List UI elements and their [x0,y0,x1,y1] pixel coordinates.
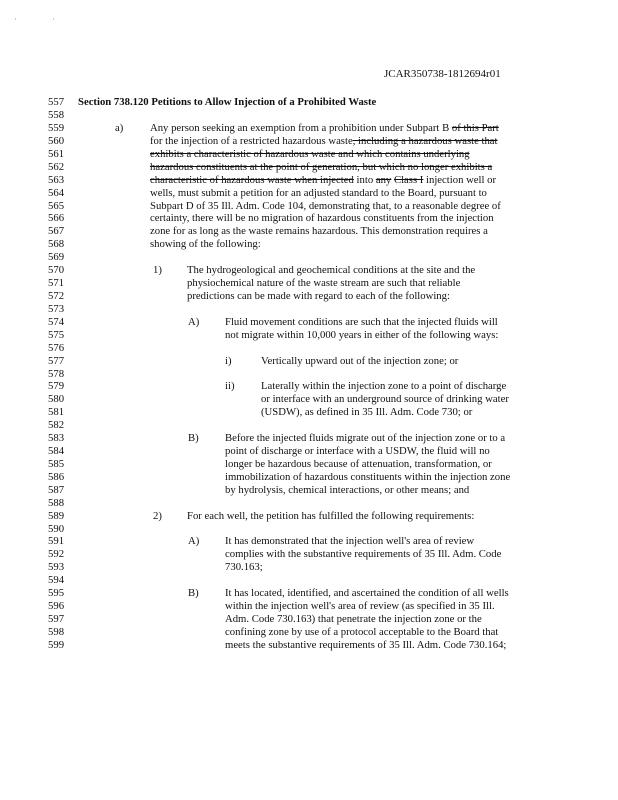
line-text [150,122,499,135]
text-segment: Subpart D of 35 Ill. Adm. Code 104, demonstrating that, to a reasonable degree of [150,199,501,212]
section-heading: Section 738.120 Petitions to Allow Injection of a Prohibited Waste [78,96,377,109]
line-number: 567 [48,225,65,238]
text-segment: predictions can be made with regard to each of the following: [187,290,450,302]
subsection-label: B) [188,432,199,445]
line-number: 589 [48,509,65,522]
line-number: 569 [48,251,65,264]
line-number: 581 [48,406,65,419]
line-text [78,96,376,109]
subsection-label: 1) [153,264,162,277]
line-text [225,535,474,548]
line-text [225,613,482,626]
line-text [225,445,490,458]
subsection-label: 2) [153,509,162,522]
text-segment: It has demonstrated that the injection well's area of review [225,535,475,548]
text-segment: It has located, identified, and ascertained the condition of all wells [225,587,509,600]
text-segment: confining zone by use of a protocol acceptable to the Board that [225,625,499,638]
text-segment: 730.163; [225,561,263,574]
line-number: 594 [48,574,65,587]
line-number: 573 [48,302,65,315]
line-number: 593 [48,561,65,574]
struck-text: any [375,173,392,186]
line-number: 592 [48,548,65,561]
line-text [225,548,501,561]
text-segment: immobilization of hazardous constituents within the injection zone [225,470,511,483]
line-number: 571 [48,277,65,290]
line-text [150,135,498,148]
text-segment: by hydrolysis, chemical interactions, or other means; and [225,483,470,496]
subsection-label: ii) [225,380,235,393]
line-text [225,432,505,445]
line-number: 585 [48,457,65,470]
line-text [225,626,498,639]
line-number: 568 [48,238,65,251]
line-number: 566 [48,212,65,225]
line-number: 576 [48,341,65,354]
subsection-label: i) [225,354,232,367]
text-segment: Laterally within the injection zone to a point of discharge [261,380,507,393]
line-number: 570 [48,264,65,277]
text-segment: zone for as long as the waste remains hazardous. This demonstration requires a [150,225,488,238]
line-text [150,174,496,187]
text-segment: injection well or [423,173,497,186]
line-number: 575 [48,328,65,341]
text-segment: meets the substantive requirements of 35 Ill. Adm. Code 730.164; [225,638,507,651]
text-segment: Adm. Code 730.163) that penetrate the injection zone or the [225,613,482,625]
line-text [225,600,495,613]
subsection-label: A) [188,535,200,548]
line-text [225,639,506,652]
text-segment: Fluid movement conditions are such that the injected fluids will [225,315,498,328]
struck-text: of this Part [451,122,499,135]
line-text [150,187,487,200]
line-text [150,148,470,161]
subsection-label: A) [188,315,200,328]
line-text [225,484,469,497]
text-segment: within the injection well's area of review (as specified in 35 Ill. [225,600,495,613]
line-number: 591 [48,535,65,548]
line-number: 557 [48,96,65,109]
line-text [150,161,492,174]
line-number: 561 [48,147,65,160]
line-text [225,329,498,342]
line-number: 577 [48,354,65,367]
line-number: 587 [48,483,65,496]
line-text [225,561,263,574]
line-text [150,200,501,213]
line-number: 579 [48,380,65,393]
line-text [261,355,458,368]
text-segment: or interface with an underground source of drinking water [261,393,509,406]
text-segment: for the injection of a restricted hazardous waste [150,134,353,147]
line-number: 584 [48,445,65,458]
text-segment: point of discharge or interface with a USDW, the fluid will no [225,445,490,458]
line-number: 583 [48,432,65,445]
line-number: 580 [48,393,65,406]
text-segment: showing of the following: [150,238,261,251]
scan-mark-icon: · [14,14,17,24]
struck-text: hazardous constituents at the point of generation, but which no longer exhibits a [150,160,493,173]
subsection-label: a) [115,122,124,135]
line-number: 564 [48,186,65,199]
scan-mark-icon: · [52,14,55,24]
line-text [150,225,488,238]
line-number: 588 [48,496,65,509]
line-text [187,290,450,303]
line-number: 596 [48,600,65,613]
line-number: 560 [48,134,65,147]
struck-text: exhibits a characteristic of hazardous waste and which contains underlying [150,147,470,160]
line-number: 565 [48,199,65,212]
text-segment: not migrate within 10,000 years in either of the following ways: [225,328,499,341]
line-text [225,316,498,329]
line-text [225,471,510,484]
line-number: 595 [48,587,65,600]
line-number: 590 [48,522,65,535]
line-number: 558 [48,109,65,122]
text-segment: wells, must submit a petition for an adjusted standard to the Board, pursuant to [150,186,487,199]
line-text [261,406,472,419]
text-segment: physiochemical nature of the waste stream are such that reliable [187,277,461,290]
line-number: 598 [48,625,65,638]
line-number: 563 [48,173,65,186]
document-id: JCAR350738-1812694r01 [384,68,501,80]
text-segment: For each well, the petition has fulfilled the following requirements: [187,509,475,522]
line-number: 559 [48,122,65,135]
struck-text: characteristic of hazardous waste when injected [150,173,354,186]
text-segment: Before the injected fluids migrate out of the injection zone or to a [225,432,506,445]
text-segment: The hydrogeological and geochemical conditions at the site and the [187,264,476,277]
line-text [187,510,474,523]
line-number: 599 [48,638,65,651]
line-number: 578 [48,367,65,380]
text-segment: certainty, there will be no migration of hazardous constituents from the injection [150,212,494,225]
line-text [225,587,509,600]
text-segment: longer be hazardous because of attenuation, transformation, or [225,457,492,470]
text-segment: Vertically upward out of the injection zone; or [261,354,459,367]
line-number: 562 [48,160,65,173]
text-segment: (USDW), as defined in 35 Ill. Adm. Code 730; or [261,406,473,419]
line-number: 574 [48,315,65,328]
line-number: 582 [48,419,65,432]
text-segment: Any person seeking an exemption from a prohibition under Subpart B [150,122,452,135]
text-segment: complies with the substantive requirements of 35 Ill. Adm. Code [225,548,502,561]
line-text [225,458,492,471]
line-number: 572 [48,290,65,302]
struck-text: , including a hazardous waste that [352,134,498,147]
subsection-label: B) [188,587,199,600]
line-text [187,277,460,290]
struck-text: Class I [393,173,424,186]
line-text [261,393,509,406]
line-text [261,380,506,393]
text-segment: into [353,173,376,186]
line-text [150,238,261,251]
line-number: 597 [48,613,65,625]
line-text [150,212,494,225]
line-text [187,264,475,277]
line-number: 586 [48,470,65,483]
